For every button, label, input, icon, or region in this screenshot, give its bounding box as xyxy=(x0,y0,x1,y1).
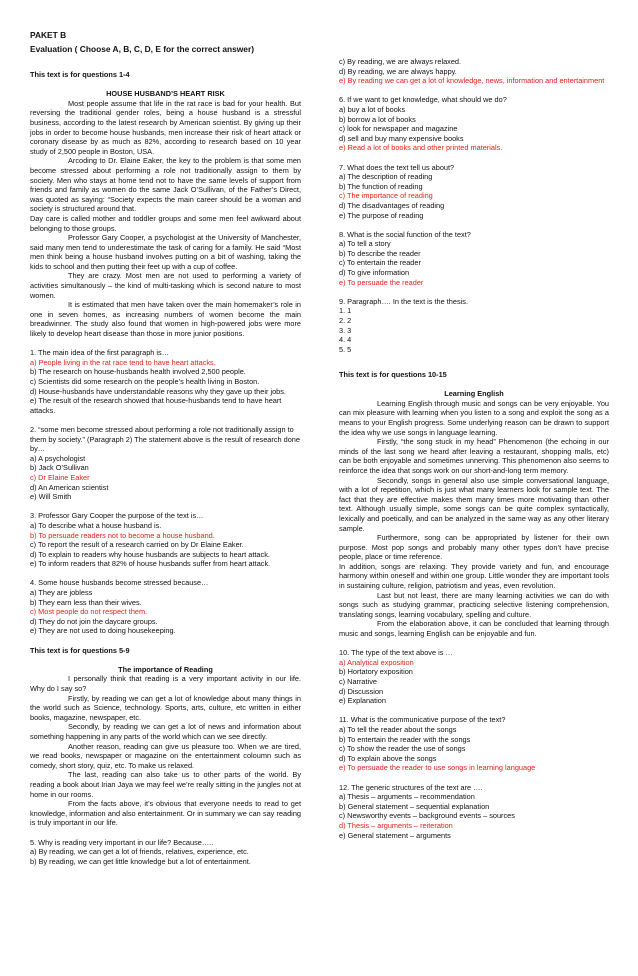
answer-option: b) Hortatory exposition xyxy=(339,667,413,677)
question-stem: 11. What is the communicative purpose of the text? xyxy=(339,715,506,725)
answer-option: e) The result of the research showed that house-husbands tend to have heart attacks. xyxy=(30,396,282,415)
passage-paragraph: Last but not least, there are many learning activities we can do with songs such as studying grammar, practicing selective listening comprehension, translating songs, learning vocabulary, spelling and culture. xyxy=(339,590,609,619)
answer-option: e) They are not used to doing housekeeping. xyxy=(30,626,176,636)
answer-option: a) To tell the reader about the songs xyxy=(339,724,457,734)
answer-option: a) The description of reading xyxy=(339,172,433,182)
answer-option: 3. 3 xyxy=(339,325,352,335)
answer-option-correct: e) To persuade the reader xyxy=(339,277,424,287)
paket-title: PAKET B xyxy=(30,30,67,40)
answer-option: c) Newsworthy events – background events – sources xyxy=(339,811,515,821)
question-block xyxy=(339,648,609,849)
answer-option: b) General statement – sequential explanation xyxy=(339,801,490,811)
answer-option: c) To show the reader the use of songs xyxy=(339,744,466,754)
passage-paragraph: From the elaboration above, it can be concluded that learning through music and songs, learning English can be enjoyable and fun. xyxy=(339,619,609,639)
answer-option-correct: e) To persuade the reader to use songs in learning language xyxy=(339,763,536,773)
passage-paragraph: The last, reading can also take us to other parts of the world. By reading a book about Irian Jaya we may feel we’re really sitting in the jungles not at home in our rooms. xyxy=(30,770,301,799)
passage-paragraph: I personally think that reading is a very important activity in our life. Why do I say so? xyxy=(30,674,301,693)
answer-option: b) The function of reading xyxy=(339,181,423,191)
question-stem: 9. Paragraph…. In the text is the thesis. xyxy=(339,296,468,306)
passage-title: The importance of Reading xyxy=(118,664,213,674)
answer-option: b) The research on house-husbands health involved 2,500 people. xyxy=(30,367,246,377)
answer-option: a) buy a lot of books xyxy=(339,104,406,114)
question-stem: 8. What is the social function of the text? xyxy=(339,229,471,239)
answer-option: b) By reading, we can get little knowledge but a lot of entertainment. xyxy=(30,856,251,866)
answer-option-correct: e) By reading we can get a lot of knowledge, news, information and entertainment xyxy=(339,76,605,86)
answer-option-correct: c) Most people do not respect them. xyxy=(30,607,148,617)
answer-option: c) Narrative xyxy=(339,677,377,686)
answer-option: c) To report the result of a research carried on by Dr Elaine Eaker. xyxy=(30,540,244,550)
passage-paragraph: It is estimated that men have taken over the main homemaker’s role in one in seven homes, as increasing numbers of women become the main breadwinner. The study also found that women in high-powered jobs were more likely to develop heart disease than those in more junior positions. xyxy=(30,300,301,339)
question-block xyxy=(339,95,609,364)
passage-paragraph: Most people assume that life in the rat race is bad for your health. But reversing the traditional gender roles, being a house husband is a stressful business, according to the latest research by American scientist. By giving up their jobs in order to become house husbands, men increase their risk of heart attack or coronary disease by as much as 82%, according to research based on 10 year study of 2,500 people in Boston, USA. xyxy=(30,98,301,156)
passage-paragraph: Firstly, by reading we can get a lot of knowledge about many things in the world such as Science, technology. Sports, arts, culture, etc written in either books, magazine, newspaper, etc. xyxy=(30,693,301,722)
passage-paragraph: Secondly, by reading we can get a lot of news and information about something happening in any parts of the world which can we see directly. xyxy=(30,722,301,741)
question-stem: 5. Why is reading very important in our life? Because….. xyxy=(30,837,214,847)
section-label: This text is for questions 5-9 xyxy=(30,645,130,655)
answer-option: 1. 1 xyxy=(339,306,352,316)
answer-option: e) Explanation xyxy=(339,696,386,706)
passage-paragraph: Learning English through music and songs can be very enjoyable. You can mix pleasure with learning when you listen to a song and exploit the song as a means to your English progress. Some underlying reason can be drawn to support the idea why we use songs in language learning. xyxy=(339,398,609,437)
right-column xyxy=(339,57,609,850)
answer-option: e) Will Smith xyxy=(30,492,72,502)
answer-option: e) The purpose of reading xyxy=(339,210,424,220)
answer-option: c) Scientists did some research on the people’s health living in Boston. xyxy=(30,377,260,386)
answer-option: b) To describe the reader xyxy=(339,248,421,258)
answer-option: 4. 4 xyxy=(339,335,352,345)
answer-option: d) The disadvantages of reading xyxy=(339,200,445,210)
left-column xyxy=(30,70,301,866)
passage-paragraph: Another reason, reading can give us pleasure too. When we are tired, we read books, newspaper or magazine on the entertainment coloumn such as comedy, short story, quiz, etc. To make us relaxed. xyxy=(30,741,301,770)
answer-option: d) sell and buy many expensive books xyxy=(339,133,464,143)
answer-option-correct: b) To persuade readers not to become a house husband. xyxy=(30,530,215,540)
answer-option: e) To inform readers that 82% of house husbands suffer from heart attack. xyxy=(30,559,271,569)
answer-option: d) House-husbands have understandable reasons why they gave up their jobs. xyxy=(30,386,286,396)
answer-option: c) To entertain the reader xyxy=(339,258,421,268)
question-stem: 10. The type of the text above is … xyxy=(339,648,453,658)
answer-option: 5. 5 xyxy=(339,344,352,354)
section-label: This text is for questions 10-15 xyxy=(339,370,447,379)
question-stem: 7. What does the text tell us about? xyxy=(339,162,455,172)
passage-title: HOUSE HUSBAND’S HEART RISK xyxy=(106,89,225,99)
answer-option: a) To describe what a house husband is. xyxy=(30,520,162,530)
answer-option-correct: c) Dr Elaine Eaker xyxy=(30,472,90,482)
answer-option: d) To explain above the songs xyxy=(339,753,437,763)
section-label: This text is for questions 1-4 xyxy=(30,70,130,79)
question-stem: 2. “some men become stressed about performing a role not traditionally assign to them by society.” (Paragraph 2) The statement above is the result of research done by… xyxy=(30,424,300,454)
question-stem: 6. If we want to get knowledge, what should we do? xyxy=(339,95,507,105)
answer-option: c) By reading, we are always relaxed. xyxy=(339,57,462,66)
passage-paragraph: Professor Gary Cooper, a psychologist at the University of Manchester, said many men tend to underestimate the task of caring for a family. He said “Most men think being a house husband involves putting on a bit of washing, taking the kids to school and then putting their feet up with a cup of coffee. xyxy=(30,233,301,271)
answer-option: b) They earn less than their wives. xyxy=(30,597,142,607)
answer-option: b) borrow a lot of books xyxy=(339,114,416,124)
question-stem: 1. The main idea of the first paragraph is… xyxy=(30,348,170,358)
passage-paragraph: Arcoding to Dr. Elaine Eaker, the key to the problem is that some men become stressed about performing a role not traditionally assign to them by society. Men who stays at home tend not to have the same levels of support from friends and family as women do the same Jack O’Sullivan, of the Father’s Direct, was quoted as saying: “Society expects the main career should be a woman and society is structured around that. xyxy=(30,156,301,214)
answer-option: e) General statement – arguments xyxy=(339,830,451,840)
answer-option: a) By reading, we can get a lot of friends, relatives, experience, etc. xyxy=(30,847,249,857)
answer-option: d) To give information xyxy=(339,268,410,278)
question-stem: 4. Some house husbands become stressed because… xyxy=(30,578,209,588)
passage-paragraph: Secondly, songs in general also use simple conversational language, with a lot of repetition, which is just what many learners look for sample text. The fact that they are effective makes them many times more motivating than other text. Although usually simple, some songs can be quite complex syntactically, lexically and poetically, and can be analyzed in the same way as any other literary sample. xyxy=(339,475,609,533)
answer-option: d) An American scientist xyxy=(30,482,109,492)
question-stem: 3. Professor Gary Cooper the purpose of the text is… xyxy=(30,511,204,521)
answer-option: a) A psychologist xyxy=(30,453,86,463)
question-stem: 12. The generic structures of the text are …. xyxy=(339,782,483,792)
passage-title: Learning English xyxy=(444,389,504,399)
passage-paragraph: Furthermore, song can be appropriated by listener for their own purpose. Most pop songs and probably many other types don’t have precise people, place or time reference. xyxy=(339,533,609,562)
answer-option: c) look for newspaper and magazine xyxy=(339,124,458,134)
answer-option: b) To entertain the reader with the songs xyxy=(339,734,471,744)
answer-option: a) Thesis – arguments – recommendation xyxy=(339,792,475,802)
answer-option-correct: d) Thesis – arguments – reiteration xyxy=(339,820,453,830)
question-block xyxy=(30,348,301,645)
answer-option-correct: a) Analytical exposition xyxy=(339,657,414,667)
evaluation-instructions: Evaluation ( Choose A, B, C, D, E for the correct answer) xyxy=(30,44,254,54)
passage-paragraph: Firstly, “the song stuck in my head” Phenomenon (the echoing in our minds of the last song we heard after leaving a restaurant, shopping malls, etc) can be both enjoyable and sometimes unnerving. This phenomenon also seems to reinforce the idea that songs work on our short-and-long term memory. xyxy=(339,437,609,475)
answer-option-correct: e) Read a lot of books and other printed materials. xyxy=(339,143,503,153)
passage-paragraph: They are crazy. Most men are not used to performing a variety of activities simultanously – the kind of multi-tasking which is second nature to most women. xyxy=(30,271,301,300)
passage-paragraph: Day care is called mother and toddler groups and some men feel awkward about belonging to those groups. xyxy=(30,213,301,233)
answer-option: d) To explain to readers why house husbands are subjects to heart attack. xyxy=(30,549,270,559)
answer-option: d) They do not join the daycare groups. xyxy=(30,616,158,626)
answer-option-correct: c) The importance of reading xyxy=(339,191,433,201)
answer-option: b) Jack O’Sullivan xyxy=(30,463,89,473)
answer-option: d) Discussion xyxy=(339,686,384,696)
answer-option-correct: a) People living in the rat race tend to have heart attacks. xyxy=(30,357,216,367)
passage-paragraph: From the facts above, it’s obvious that everyone needs to read to get knowledge, information and also entertainment. Or in summary we can say reading is truly important in our life. xyxy=(30,799,301,828)
answer-option: a) They are jobless xyxy=(30,588,93,598)
answer-option: 2. 2 xyxy=(339,316,352,326)
passage-paragraph: In addition, songs are relaxing. They provide variety and fun, and encourage harmony within oneself and within one group. Little wonder they are important tools in sustaining culture, religion, patriotism and yeas, even revolution. xyxy=(339,561,609,591)
answer-option: a) To tell a story xyxy=(339,239,391,249)
answer-option: d) By reading, we are always happy. xyxy=(339,66,457,76)
